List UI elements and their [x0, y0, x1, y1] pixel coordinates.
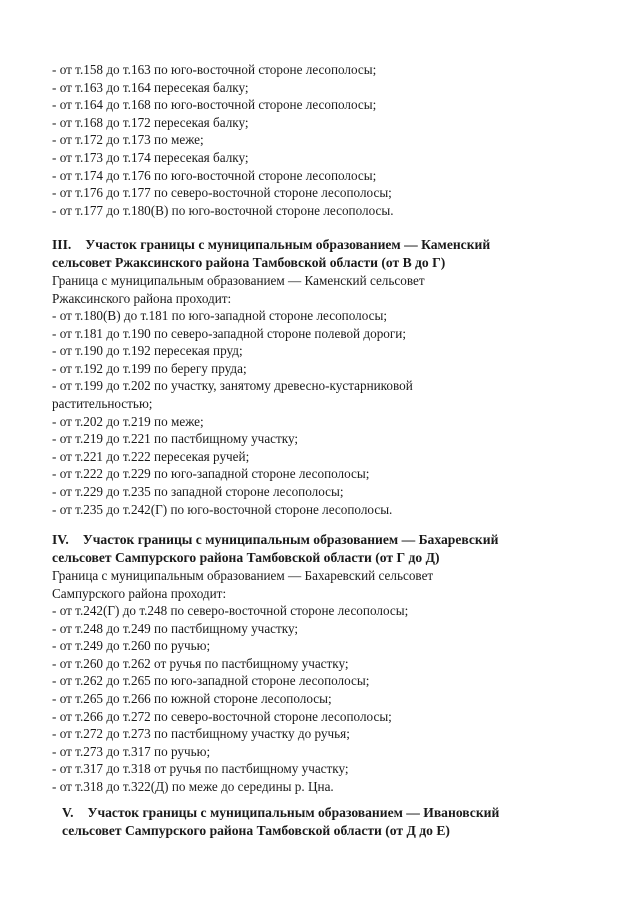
list-item: - от т.158 до т.163 по юго-восточной стороне лесополосы; [52, 62, 377, 77]
section3-heading-line2: сельсовет Ржаксинского района Тамбовской области (от В до Г) [52, 255, 446, 270]
section4-segment-list [52, 602, 600, 796]
list-item: - от т.164 до т.168 по юго-восточной стороне лесополосы; [52, 97, 377, 113]
list-item: - от т.180(В) до т.181 по юго-западной стороне лесополосы; [52, 308, 388, 323]
section4-heading-line1 [52, 531, 600, 549]
list-item: - от т.229 до т.235 по западной стороне лесополосы; [52, 483, 344, 499]
list-item: - от т.219 до т.221 по пастбищному участку; [52, 431, 299, 447]
list-item: - от т.202 до т.219 по меже; [52, 413, 204, 429]
list-item: - от т.177 до т.180(В) по юго-восточной стороне лесополосы. [52, 202, 394, 218]
section5-heading-line2: сельсовет Сампурского района Тамбовской области (от Д до Е) [62, 823, 450, 838]
list-item: - от т.172 до т.173 по меже; [52, 132, 204, 148]
section4-intro-line1: Граница с муниципальным образованием — Бахаревский сельсовет [52, 568, 434, 583]
list-item: - от т.272 до т.273 по пастбищному участку до ручья; [52, 726, 350, 742]
section4-number: IV. [52, 532, 69, 547]
list-item: - от т.249 до т.260 по ручью; [52, 638, 211, 654]
section3-heading-text1: Участок границы с муниципальным образованием — Каменский [85, 237, 491, 252]
section4-heading [52, 531, 600, 567]
list-item: - от т.260 до т.262 от ручья по пастбищному участку; [52, 655, 349, 671]
section5-heading-line1 [62, 804, 600, 822]
list-item: - от т.265 до т.266 по южной стороне лесополосы; [52, 690, 332, 706]
list-item: - от т.318 до т.322(Д) по меже до середины р. Цна. [52, 778, 334, 794]
section5-heading [62, 804, 600, 840]
list-item: - от т.176 до т.177 по северо-восточной стороне лесополосы; [52, 185, 392, 201]
list-item: растительностью; [52, 395, 153, 411]
section4-intro-line2: Сампурского района проходит: [52, 585, 227, 601]
section4-intro [52, 567, 600, 602]
section3-intro-line1: Граница с муниципальным образованием — Каменский сельсовет [52, 273, 425, 288]
list-item: - от т.262 до т.265 по юго-западной стороне лесополосы; [52, 673, 370, 689]
section4-heading-text1: Участок границы с муниципальным образованием — Бахаревский [82, 532, 499, 547]
section4-heading-line2: сельсовет Сампурского района Тамбовской области (от Г до Д) [52, 550, 440, 565]
list-item: - от т.317 до т.318 от ручья по пастбищному участку; [52, 761, 349, 777]
section3-heading [52, 236, 600, 272]
section3-number: III. [52, 237, 72, 252]
list-item: - от т.222 до т.229 по юго-западной стороне лесополосы; [52, 466, 370, 482]
list-item: - от т.163 до т.164 пересекая балку; [52, 79, 249, 95]
list-item: - от т.181 до т.190 по северо-западной стороне полевой дороги; [52, 325, 407, 341]
section3-intro [52, 272, 600, 307]
section3-heading-line1 [52, 236, 600, 254]
list-item: - от т.192 до т.199 по берегу пруда; [52, 360, 247, 376]
list-item: - от т.273 до т.317 по ручью; [52, 743, 211, 759]
list-item: - от т.248 до т.249 по пастбищному участку; [52, 620, 299, 636]
list-item: - от т.199 до т.202 по участку, занятому древесно-кустарниковой [52, 378, 413, 394]
list-item: - от т.235 до т.242(Г) по юго-восточной стороне лесополосы. [52, 501, 393, 517]
list-item: - от т.168 до т.172 пересекая балку; [52, 114, 249, 130]
list-item: - от т.174 до т.176 по юго-восточной стороне лесополосы; [52, 167, 377, 183]
list-item: - от т.190 до т.192 пересекая пруд; [52, 343, 243, 359]
list-item: - от т.242(Г) до т.248 по северо-восточной стороне лесополосы; [52, 603, 409, 618]
section5-number: V. [62, 805, 74, 820]
section3-segment-list [52, 307, 600, 518]
section5-heading-text1: Участок границы с муниципальным образованием — Ивановский [87, 805, 500, 820]
section3-intro-line2: Ржаксинского района проходит: [52, 290, 232, 306]
list-item: - от т.173 до т.174 пересекая балку; [52, 149, 249, 165]
section2-segment-list [52, 61, 600, 219]
list-item: - от т.266 до т.272 по северо-восточной стороне лесополосы; [52, 708, 392, 724]
list-item: - от т.221 до т.222 пересекая ручей; [52, 448, 250, 464]
